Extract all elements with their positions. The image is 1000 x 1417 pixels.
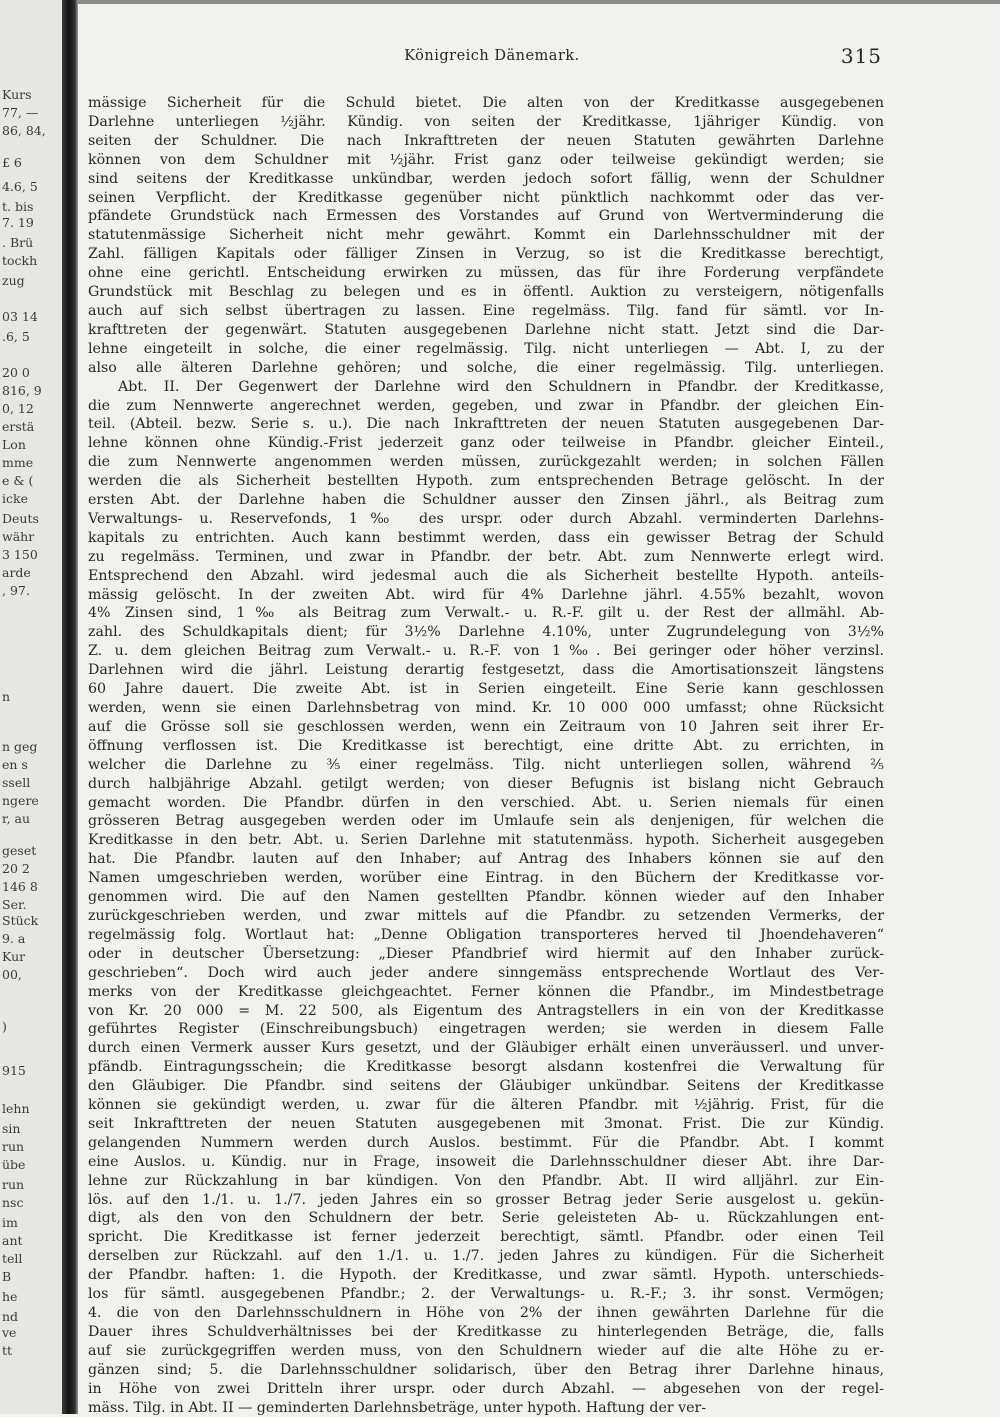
previous-page-fragment: e & ( xyxy=(2,473,34,488)
text-line: digt, als den von den Schuldnern der betr. Serie geleisteten Ab- u. Rückzahlungen ent- xyxy=(88,1210,884,1227)
running-title: Königreich Dänemark. xyxy=(404,48,580,64)
text-line: Entsprechend den Abzahl. wird jedesmal auch die als Sicherheit bestellte Hypoth. anteils- xyxy=(88,567,884,584)
text-line: auf sie zurückgegriffen werden muss, von den Schuldnern wieder auf die alte Höhe zu er- xyxy=(88,1342,884,1359)
text-line: eine Auslos. u. Kündig. nur in Frage, insoweit die Darlehnsschuldner dieser Abt. ihre Dar- xyxy=(88,1153,884,1170)
previous-page-fragment: .6, 5 xyxy=(2,329,30,344)
text-line: durch halbjährige Abzahl. getilgt werden; von dieser Befugnis ist bislang nicht Gebrauch xyxy=(88,775,884,792)
previous-page-fragment: Ser. xyxy=(2,897,27,912)
previous-page-fragment: 77, — xyxy=(2,105,39,120)
text-line: Grundstück mit Beschlag zu belegen und es in öffentl. Auktion zu versteigern, nötigenfalls xyxy=(88,284,884,301)
previous-page-fragment: übe xyxy=(2,1157,26,1172)
text-line: gemacht worden. Die Pfandbr. dürfen in den verschied. Abt. u. Serien niemals für einen xyxy=(88,794,884,811)
text-line: lehne eingeteilt in solche, die einer regelmässig. Tilg. nicht unterliegen — Abt. I, zu der xyxy=(88,340,884,357)
text-line: auf die Grösse soll sie geschlossen werden, wenn ein Zeitraum von 10 Jahren seit ihrer Er- xyxy=(88,718,884,735)
previous-page-fragment: erstä xyxy=(2,419,35,434)
text-line: also alle älteren Darlehne gehören; und solche, die einer regelmässig. Tilg. unterliegen. xyxy=(88,359,884,376)
previous-page-fragment: 00, xyxy=(2,967,22,982)
previous-page-fragment: nsc xyxy=(2,1195,24,1210)
previous-page-fragment: 816, 9 xyxy=(2,383,42,398)
text-line: 4% Zinsen sind, 1‰ als Beitrag zum Verwalt.- u. R.-F. gilt u. der Rest der allmähl. Ab- xyxy=(88,605,884,622)
previous-page-fragment: 0, 12 xyxy=(2,401,34,416)
page-number: 315 xyxy=(840,44,882,68)
previous-page-fragment: n xyxy=(2,689,11,704)
previous-page-fragment: Kur xyxy=(2,949,26,964)
text-line: los für sämtl. ausgegebenen Pfandbr.; 2. der Verwaltungs- u. R.-F.; 3. ihr sonst. Vermögen; xyxy=(88,1286,884,1303)
text-line: merks von der Kreditkasse gleichgeachtet. Ferner können die Pfandbr., im Mindestbetrage xyxy=(88,983,884,1000)
previous-page-fragment: en s xyxy=(2,757,28,772)
text-line: pfändb. Eintragungsschein; die Kreditkasse besorgt alsdann kostenfrei die Verwaltung für xyxy=(88,1059,884,1076)
previous-page-fragment: 915 xyxy=(2,1063,26,1078)
text-line: werden, wenn sie einen Darlehnsbetrag von mind. Kr. 10 000 000 umfasst; ohne Rücksicht xyxy=(88,700,884,716)
previous-page-fragment: run xyxy=(2,1139,25,1154)
main-text-column xyxy=(88,94,884,1417)
previous-page-fragment: ve xyxy=(2,1325,17,1340)
previous-page-fragment: t. bis xyxy=(2,199,34,214)
text-line: zurückgeschrieben werden, und zwar mittels auf die Pfandbr. zu setzenden Vermerks, der xyxy=(88,907,884,924)
previous-page-fragment: Lon xyxy=(2,437,26,452)
text-line: der Pfandbr. haften: 1. die Hypoth. der Kreditkasse, und zwar sämtl. Hypoth. unterschieds- xyxy=(88,1267,884,1284)
book-spine-shadow xyxy=(62,0,78,1414)
text-line: kapitals zu entrichten. Auch kann bestimmt werden, dass ein gewisser Betrag der Schuld xyxy=(88,529,884,546)
text-line: derselben zur Rückzahl. auf den 1./1. u. 1./7. jeden Jahres zu kündigen. Für die Sicherheit xyxy=(88,1248,884,1265)
text-line: hat. Die Pfandbr. lauten auf den Inhaber; auf Antrag des Inhabers können sie auf den xyxy=(88,851,884,868)
text-line: ersten Abt. der Darlehne haben die Schuldner ausser den Zinsen jährl., als Beitrag zum xyxy=(88,492,884,509)
text-line: grösseren Betrag ausgegeben werden oder im Umlaufe sein als denjenigen, für welchen die xyxy=(88,813,884,830)
previous-page-fragment: tt xyxy=(2,1343,13,1358)
previous-page-fragment: tockh xyxy=(2,253,38,268)
text-line: durch einen Vermerk ausser Kurs gesetzt, und der Gläubiger erhält einen unveräusserl. und unver- xyxy=(88,1040,884,1057)
previous-page-fragment: n geg xyxy=(2,739,38,754)
text-line: 4. die von den Darlehnsschuldnern in Höhe von 2% der ihnen gewährten Darlehne für die xyxy=(88,1305,884,1321)
previous-page-fragment: run xyxy=(2,1177,25,1192)
previous-page-fragment: 20 0 xyxy=(2,365,30,380)
text-line: Dauer ihres Schuldverhältnisses bei der Kreditkasse zu hinterlegenden Beträge, die, falls xyxy=(88,1323,884,1340)
previous-page-fragment: Kurs xyxy=(2,87,32,102)
text-line: von Kr. 20 000 = M. 22 500, als Eigentum des Antragstellers in ein von der Kreditkasse xyxy=(88,1002,884,1019)
previous-page-fragment: 3 150 xyxy=(2,547,38,562)
text-line: Zahl. fälligen Kapitals oder fälliger Zinsen in Verzug, so ist die Kreditkasse berechtigt, xyxy=(88,246,884,263)
text-line: zu regelmäss. Terminen, und zwar in Pfandbr. der betr. Abt. zum Nennwerte erlegt wird. xyxy=(88,548,884,565)
text-line: ohne eine gerichtl. Entscheidung erwirken zu müssen, das für ihre Forderung verpfändete xyxy=(88,265,884,282)
scan-top-edge xyxy=(0,0,1000,4)
text-line: oder in deutscher Übersetzung: „Dieser Pfandbrief wird hiermit auf den Inhaber zurück- xyxy=(88,945,884,962)
text-line: werden die als Sicherheit bestellten Hypoth. zum entsprechenden Betrage gelöscht. In der xyxy=(88,473,884,490)
previous-page-fragment: ngere xyxy=(2,793,39,808)
previous-page-fragment: £ 6 xyxy=(2,155,22,170)
text-line: seit Inkrafttreten der neuen Statuten ausgegebenen mit 3monat. Frist. Die zur Kündig. xyxy=(88,1115,884,1132)
text-line: gelangenden Nummern werden durch Auslos. bestimmt. Für die Pfandbr. Abt. I kommt xyxy=(88,1134,884,1151)
text-line: die zum Nennwerte angerechnet werden, gegeben, und zwar in Pfandbr. der gleichen Ein- xyxy=(88,397,884,414)
text-line: die zum Nennwerte angenommen werden müssen, zurückgezahlt werden; in solchen Fällen xyxy=(88,454,884,471)
text-line: auch auf sich selbst übertragen zu lassen. Eine regelmäss. Tilg. fand für sämtl. vor In- xyxy=(88,302,884,319)
previous-page-fragment: ant xyxy=(2,1233,23,1248)
previous-page-fragment: lehn xyxy=(2,1101,30,1116)
previous-page-fragment: Deuts xyxy=(2,511,39,526)
text-line: in Höhe von zwei Dritteln ihrer urspr. oder durch Abzahl. — abgesehen von der regel- xyxy=(88,1380,884,1397)
previous-page-fragment: geset xyxy=(2,843,37,858)
previous-page-fragment: B xyxy=(2,1269,12,1284)
text-line: zahl. des Schuldkapitals dient; für 3½% Darlehne 4.10%, unter Zugrundelegung von 3½% xyxy=(88,624,884,641)
text-line: Verwaltungs- u. Reservefonds, 1‰ des urspr. oder durch Abzahl. verminderten Darlehns- xyxy=(88,510,884,527)
text-line: seiten der Schuldner. Die nach Inkrafttreten der neuen Statuten gewährten Darlehne xyxy=(88,132,884,149)
previous-page-fragment: 146 8 xyxy=(2,879,38,894)
text-line: Z. u. dem gleichen Beitrag zum Verwalt.- u. R.-F. von 1‰. Bei geringer oder höher verzinsl. xyxy=(88,643,884,660)
text-line: geführtes Register (Einschreibungsbuch) eingetragen werden; sie werden in diesem Falle xyxy=(88,1021,884,1038)
text-line: Abt. II. Der Gegenwert der Darlehne wird den Schuldnern in Pfandbr. der Kreditkasse, xyxy=(118,378,884,395)
previous-page-fragment: ssell xyxy=(2,775,31,790)
previous-page-fragment: he xyxy=(2,1289,18,1304)
text-line: teil. (Abteil. bezw. Serie s. u.). Die nach Inkrafttreten der neuen Statuten ausgegebenen Dar- xyxy=(88,416,884,433)
previous-page-fragment: mme xyxy=(2,455,34,470)
text-line: regelmässig folg. Wortlaut hat: „Denne Obligation transporteres herved til Jhoendehaveren“ xyxy=(88,926,884,943)
text-line: den Gläubiger. Die Pfandbr. sind seitens der Gläubiger unkündbar. Seitens der Kreditkasse xyxy=(88,1078,884,1095)
previous-page-fragment: icke xyxy=(2,491,28,506)
text-line: Darlehne unterliegen ½jähr. Kündig. von seiten der Kreditkasse, 1jähriger Kündig. von xyxy=(88,113,884,130)
previous-page-fragment: arde xyxy=(2,565,31,580)
text-line: können sie gekündigt werden, u. zwar für die älteren Pfandbr. mit ½jährig. Frist, für die xyxy=(88,1097,884,1114)
previous-page-fragment: 9. a xyxy=(2,931,26,946)
text-line: spricht. Die Kreditkasse ist ferner jederzeit berechtigt, sämtl. Pfandbr. oder einen Teil xyxy=(88,1229,884,1246)
text-line: Darlehnen wird die jährl. Leistung derartig festgesetzt, dass die Amortisationszeit längstens xyxy=(88,662,884,679)
text-line: lehne können ohne Kündig.-Frist jederzeit ganz oder teilweise in Pfandbr. gleicher Einteil., xyxy=(88,435,884,452)
text-line: mäss. Tilg. in Abt. II — geminderten Darlehnsbeträge, unter hypoth. Haftung der ver- xyxy=(88,1399,707,1416)
text-line: 60 Jahre dauert. Die zweite Abt. ist in Serien eingeteilt. Eine Serie kann geschlossen xyxy=(88,681,884,698)
previous-page-fragment: währ xyxy=(2,529,35,544)
previous-page-fragment: r, au xyxy=(2,811,31,826)
text-line: mässige Sicherheit für die Schuld bietet. Die alten von der Kreditkasse ausgegebenen xyxy=(88,95,884,111)
text-line: genommen wird. Die auf den Namen gestellten Pfandbr. können wieder auf den Inhaber xyxy=(88,889,884,906)
text-line: statutenmässige Sicherheit nicht mehr gewährt. Kommt ein Darlehnsschuldner mit der xyxy=(88,227,884,244)
page-header xyxy=(100,44,884,70)
previous-page-fragment: 86, 84, xyxy=(2,123,46,138)
previous-page-fragment: 20 2 xyxy=(2,861,30,876)
text-line: mässig gelöscht. In der zweiten Abt. wird für 4% Darlehne jährl. 4.55% bezahlt, wovon xyxy=(88,586,884,603)
previous-page-margin xyxy=(0,0,70,1414)
text-line: pfändete Grundstück nach Ermessen des Vorstandes auf Grund von Wertverminderung die xyxy=(88,208,884,225)
text-line: Namen umgeschrieben werden, worüber eine Eintrag. in den Büchern der Kreditkasse vor- xyxy=(88,870,884,887)
previous-page-fragment: ) xyxy=(2,1019,7,1034)
previous-page-fragment: 4.6, 5 xyxy=(2,179,38,194)
text-line: sind seitens der Kreditkasse unkündbar, werden jedoch sofort fällig, wenn der Schuldner xyxy=(88,170,884,187)
text-line: geschrieben“. Doch wird auch jeder andere sinngemäss entsprechende Wortlaut des Ver- xyxy=(88,964,884,981)
previous-page-fragment: nd xyxy=(2,1309,19,1324)
text-line: krafttreten der gegenwärt. Statuten ausgegebenen Darlehne nicht statt. Jetzt sind die Dar- xyxy=(88,321,884,338)
text-line: seinen Verpflicht. der Kreditkasse gegenüber nicht pünktlich nachkommt oder das ver- xyxy=(88,189,884,206)
text-line: können von dem Schuldner mit ½jähr. Frist ganz oder teilweise gekündigt werden; sie xyxy=(88,151,884,168)
text-line: lehne zur Rückzahlung in bar kündigen. Von den Pfandbr. Abt. II wird alljährl. zur Ein- xyxy=(88,1172,884,1189)
text-line: gänzen sind; 5. die Darlehnsschuldner solidarisch, über den Betrag ihrer Darlehne hinaus, xyxy=(88,1361,884,1378)
previous-page-fragment: zug xyxy=(2,273,25,288)
text-line: lös. auf den 1./1. u. 1./7. jeden Jahres ein so grosser Betrag jeder Serie ausgelost u. gekün- xyxy=(88,1191,884,1208)
previous-page-fragment: . Brü xyxy=(2,235,34,250)
previous-page-fragment: 03 14 xyxy=(2,309,38,324)
text-line: Kreditkasse in den betr. Abt. u. Serien Darlehne mit statutenmäss. hypoth. Sicherheit ausgegeben xyxy=(88,832,884,849)
previous-page-fragment: 7. 19 xyxy=(2,215,34,230)
previous-page-fragment: tell xyxy=(2,1251,23,1266)
previous-page-fragment: Stück xyxy=(2,913,39,928)
text-line: öffnung verflossen ist. Die Kreditkasse ist berechtigt, eine dritte Abt. zu errichten, in xyxy=(88,737,884,754)
previous-page-fragment: , 97. xyxy=(2,583,30,598)
previous-page-fragment: sin xyxy=(2,1121,21,1136)
text-line: welcher die Darlehne zu ³⁄₅ einer regelmäss. Tilg. nicht unterliegen sollen, während ²⁄₅ xyxy=(88,756,884,773)
previous-page-fragment: im xyxy=(2,1215,18,1230)
